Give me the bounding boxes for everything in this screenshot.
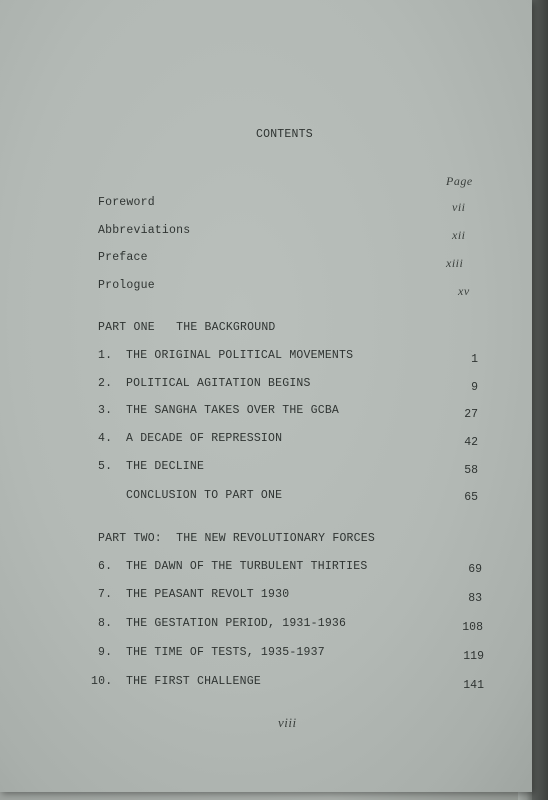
chapter-title: THE DAWN OF THE TURBULENT THIRTIES xyxy=(126,560,368,573)
folio-page-number: viii xyxy=(278,715,297,730)
chapter-number: 6. xyxy=(98,560,113,573)
front-matter-page: xv xyxy=(458,284,470,298)
contents-heading: CONTENTS xyxy=(256,128,313,141)
front-matter-page: xiii xyxy=(446,256,464,270)
front-matter-title: Prologue xyxy=(98,279,155,292)
front-matter-title: Abbreviations xyxy=(98,224,191,237)
chapter-title: A DECADE OF REPRESSION xyxy=(126,432,283,445)
part-one-conclusion-page: 65 xyxy=(464,491,478,504)
front-matter-page: xii xyxy=(452,228,466,242)
chapter-title: POLITICAL AGITATION BEGINS xyxy=(126,377,311,390)
chapter-page: 27 xyxy=(464,408,478,421)
part-one-conclusion-title: CONCLUSION TO PART ONE xyxy=(126,489,283,502)
chapter-page: 69 xyxy=(468,563,482,576)
front-matter-title: Foreword xyxy=(98,196,155,209)
front-matter-page: vii xyxy=(452,200,466,214)
chapter-title: THE SANGHA TAKES OVER THE GCBA xyxy=(126,404,340,417)
chapter-page: 42 xyxy=(464,436,478,449)
chapter-page: 119 xyxy=(463,650,484,663)
chapter-number: 5. xyxy=(98,460,113,473)
chapter-page: 83 xyxy=(468,592,482,605)
chapter-number: 7. xyxy=(98,588,113,601)
chapter-page: 108 xyxy=(462,621,483,634)
chapter-number: 2. xyxy=(98,377,113,390)
front-matter-title: Preface xyxy=(98,251,148,264)
chapter-page: 58 xyxy=(464,464,478,477)
chapter-title: THE FIRST CHALLENGE xyxy=(126,675,261,688)
chapter-number: 8. xyxy=(98,617,113,630)
chapter-number: 4. xyxy=(98,432,113,445)
chapter-number: 3. xyxy=(98,404,113,417)
part-two-heading: PART TWO: THE NEW REVOLUTIONARY FORCES xyxy=(98,532,375,545)
chapter-title: THE GESTATION PERIOD, 1931-1936 xyxy=(126,617,347,630)
chapter-title: THE DECLINE xyxy=(126,460,205,473)
part-one-heading: PART ONE THE BACKGROUND xyxy=(98,321,276,334)
page-column-label: Page xyxy=(446,174,473,188)
chapter-page: 141 xyxy=(463,679,484,692)
chapter-page: 1 xyxy=(471,353,478,366)
chapter-title: THE TIME OF TESTS, 1935-1937 xyxy=(126,646,325,659)
chapter-title: THE ORIGINAL POLITICAL MOVEMENTS xyxy=(126,349,354,362)
book-spine-shadow xyxy=(532,0,548,800)
chapter-number: 10. xyxy=(91,675,113,688)
chapter-number: 9. xyxy=(98,646,113,659)
chapter-title: THE PEASANT REVOLT 1930 xyxy=(126,588,290,601)
chapter-number: 1. xyxy=(98,349,113,362)
chapter-page: 9 xyxy=(471,381,478,394)
